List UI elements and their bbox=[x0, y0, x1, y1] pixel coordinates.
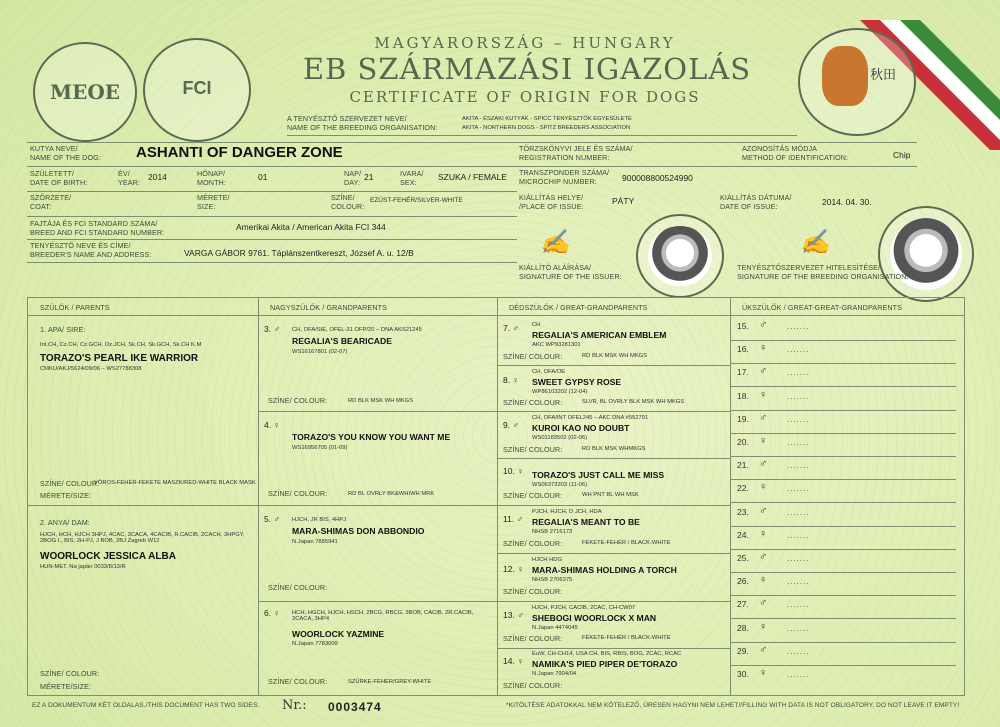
male-symbol-icon: ♂ bbox=[759, 458, 768, 471]
sides-note: EZ A DOKUMENTUM KÉT OLDALAS./THIS DOCUMENT HAS TWO SIDES. bbox=[32, 702, 260, 709]
ggp-number: 12. ♀ bbox=[503, 564, 524, 574]
birth-month: 01 bbox=[258, 172, 268, 182]
document-number: 0003474 bbox=[328, 700, 382, 714]
issue-place-label: KIÁLLÍTÁS HELYE/ /PLACE OF ISSUE: bbox=[519, 193, 584, 211]
gggp-number: 26. bbox=[737, 576, 749, 587]
fci-seal-text: FCI bbox=[182, 78, 212, 98]
issue-date-label: KIÁLLÍTÁS DÁTUMA/ DATE OF ISSUE: bbox=[720, 193, 792, 211]
akita-kanji: 秋田 bbox=[870, 68, 897, 83]
male-symbol-icon: ♂ bbox=[759, 504, 768, 517]
gp-colour-label: SZÍNE/ COLOUR: bbox=[268, 583, 328, 592]
gggp-placeholder: ....... bbox=[787, 484, 810, 494]
gggp-placeholder: ....... bbox=[787, 322, 810, 331]
dog-colour: EZÜST-FEHÉR/SILVER-WHITE bbox=[370, 197, 463, 204]
gp-number: 4. ♀ bbox=[264, 420, 280, 430]
gggp-number: 25. bbox=[737, 553, 749, 563]
gp-colour-label: SZÍNE/ COLOUR: bbox=[268, 677, 328, 686]
female-symbol-icon: ♀ bbox=[759, 667, 768, 679]
org-label: A TENYÉSZTŐ SZERVEZET NEVE/ NAME OF THE BREEDING ORGANISATION: bbox=[287, 114, 438, 132]
ggp-number: 14. ♀ bbox=[503, 656, 524, 666]
issuer-sig-label: KIÁLLÍTÓ ALÁÍRÁSA/ SIGNATURE OF THE ISSUER: bbox=[519, 263, 622, 281]
gggp-placeholder: ....... bbox=[787, 438, 810, 447]
gp-titles: HCH, HGCH, HJCH, HSCH, 2BCG, RBCG, 3BOB, CACIB, 2R.CACIB, 3CACA, 3HP4 bbox=[292, 610, 474, 622]
birth-year: 2014 bbox=[148, 172, 167, 182]
female-symbol-icon: ♀ bbox=[759, 527, 768, 540]
colour-label: SZÍNE/ COLOUR: bbox=[331, 193, 365, 211]
gggp-number: 23. bbox=[737, 506, 749, 517]
ggp-titles: CH bbox=[532, 322, 541, 328]
sire-colour: VÖROS-FEHÉR-FEKETE MASZK/RED-WHITE BLACK MASK bbox=[94, 480, 256, 486]
ggp-reg: AKC WP93281301 bbox=[532, 342, 581, 348]
gp-titles: CH, OFA/SIE, OFEL-31 OFP/20 – DNA AKS21245 bbox=[292, 327, 422, 333]
akita-dog-icon bbox=[822, 46, 868, 106]
gp-name: WOORLOCK YAZMINE bbox=[292, 629, 385, 639]
gp-reg: N.Japan 7885941 bbox=[292, 539, 338, 545]
gggp-row bbox=[737, 620, 961, 643]
ggp-reg: N.Japan 7904/04 bbox=[532, 671, 577, 677]
breeder-label: TENYÉSZTŐ NEVE ÉS CÍME/ BREEDER'S NAME AND ADDRESS: bbox=[30, 241, 152, 259]
document-title: EB SZÁRMAZÁSI IGAZOLÁS bbox=[302, 52, 752, 86]
gp-reg: N.Japan 7783009 bbox=[292, 641, 338, 647]
gggp-placeholder: ....... bbox=[787, 600, 810, 610]
gp-number: 3. ♂ bbox=[264, 324, 280, 334]
ggp-titles: EuW, CH-CH14, USA CH, BIS, RBIS, BOG, 2CAC, RCAC bbox=[532, 651, 682, 657]
document-subtitle: CERTIFICATE OF ORIGIN FOR DOGS bbox=[349, 88, 701, 106]
dam-label: 2. ANYA/ DAM: bbox=[40, 518, 90, 527]
gggp-placeholder: ....... bbox=[787, 577, 810, 587]
ggp-colour-label: SZÍNE/ COLOUR: bbox=[503, 587, 563, 596]
gggp-placeholder: ....... bbox=[787, 554, 810, 563]
gggp-number: 29. bbox=[737, 645, 749, 656]
gggp-row bbox=[737, 411, 961, 434]
dam-titles: HJCH, HCH, HJCH 3HPJ, 4CAC, 3CACA, 4CACIB, R.CACIB, 2CACH, 3HPGY, 2BOG I., BIS, 2H-PJ, J BOB, 2BJ Zagreb W12 bbox=[40, 532, 245, 544]
ggp-reg: WS06373203 (11-06) bbox=[532, 482, 587, 488]
ggp-number: 8. ♀ bbox=[503, 375, 519, 385]
male-symbol-icon: ♂ bbox=[759, 365, 768, 378]
ggp-reg: N.Japan 4474045 bbox=[532, 625, 578, 631]
ggp-titles: CH, OFA/OE bbox=[532, 369, 566, 375]
sire-label: 1. APA/ SIRE: bbox=[40, 325, 86, 334]
ggp-colour-label: SZÍNE/ COLOUR: bbox=[503, 491, 563, 500]
female-symbol-icon: ♀ bbox=[759, 388, 768, 401]
ggp-reg: NHSB 2716173 bbox=[532, 529, 573, 535]
gggp-row bbox=[737, 550, 961, 573]
col-parents: SZÜLŐK / PARENTS bbox=[40, 303, 110, 312]
gp-name: TORAZO'S YOU KNOW YOU WANT ME bbox=[292, 432, 451, 442]
ggp-titles: HJCH, PJCH, CACIB, 2CAC, CH-CW07 bbox=[532, 605, 636, 611]
size-label: MÉRETE/ SIZE: bbox=[197, 193, 230, 211]
gggp-placeholder: ....... bbox=[787, 461, 810, 471]
gp-name: MARA-SHIMAS DON ABBONDIO bbox=[292, 526, 425, 536]
gggp-number: 19. bbox=[737, 413, 749, 424]
gggp-number: 27. bbox=[737, 599, 749, 610]
gp-colour: RD BL OVRLY BK&WHIWH MRK bbox=[348, 491, 435, 497]
ggp-colour-label: SZÍNE/ COLOUR: bbox=[503, 352, 563, 361]
gggp-row bbox=[737, 318, 961, 341]
gggp-number: 17. bbox=[737, 367, 749, 378]
gggp-row bbox=[737, 504, 961, 527]
col-great-grandparents: DÉDSZÜLŐK / GREAT-GRANDPARENTS bbox=[509, 303, 648, 312]
ggp-number: 10. ♀ bbox=[503, 466, 524, 476]
ggp-colour-label: SZÍNE/ COLOUR: bbox=[503, 634, 563, 643]
ggp-name: REGALIA'S AMERICAN EMBLEM bbox=[532, 330, 667, 340]
coat-label: SZŐRZETE/ COAT: bbox=[30, 193, 72, 211]
ggp-titles: PJCH, HJCH, D JCH, HDA bbox=[532, 509, 602, 515]
day-label: NAP/ DAY: bbox=[344, 169, 362, 187]
gp-reg: WS16956705 (01-09) bbox=[292, 445, 348, 451]
gggp-number: 22. bbox=[737, 483, 749, 494]
sire-reg: CMKU/AKJ/5624/09/06 – WS27788308 bbox=[40, 366, 142, 372]
gggp-placeholder: ....... bbox=[787, 414, 810, 424]
gggp-row bbox=[737, 364, 961, 387]
id-method-label: AZONOSÍTÁS MÓDJA METHOD OF IDENTIFICATION: bbox=[742, 144, 849, 162]
nr-label: Nr.: bbox=[282, 698, 307, 713]
gggp-row bbox=[737, 434, 961, 457]
gggp-row bbox=[737, 643, 961, 666]
gggp-number: 21. bbox=[737, 460, 749, 471]
male-symbol-icon: ♂ bbox=[759, 319, 768, 331]
gggp-row bbox=[737, 388, 961, 411]
gggp-row bbox=[737, 666, 961, 689]
ggp-number: 7. ♂ bbox=[503, 323, 519, 333]
male-symbol-icon: ♂ bbox=[759, 411, 768, 424]
reg-number-label: TÖRZSKÖNYVI JELE ÉS SZÁMA/ REGISTRATION NUMBER: bbox=[519, 144, 633, 162]
month-label: HÓNAP/ MONTH: bbox=[197, 169, 226, 187]
female-symbol-icon: ♀ bbox=[759, 481, 768, 494]
col-grandparents: NAGYSZÜLŐK / GRANDPARENTS bbox=[270, 303, 388, 312]
female-symbol-icon: ♀ bbox=[759, 342, 768, 355]
male-symbol-icon: ♂ bbox=[759, 597, 768, 610]
gp-colour: RD BLK MSK WH MKGS bbox=[348, 398, 414, 404]
sex: SZUKA / FEMALE bbox=[438, 172, 507, 182]
org-sig-label: TENYÉSZTŐSZERVEZET HITELESÍTÉSE/ SIGNATURE OF THE BREEDING ORGANISATION: bbox=[737, 263, 909, 281]
ggp-reg: WP86103202 (12-04) bbox=[532, 389, 588, 395]
gp-colour-label: SZÍNE/ COLOUR: bbox=[268, 489, 328, 498]
org-name-en: AKITA - NORTHERN DOGS - SPITZ BREEDERS ASSOCIATION bbox=[462, 125, 631, 131]
gggp-number: 30. bbox=[737, 669, 749, 679]
ggp-number: 11. ♂ bbox=[503, 514, 523, 524]
ggp-name: MARA-SHIMAS HOLDING A TORCH bbox=[532, 565, 677, 575]
ggp-titles: CH, OFA/INT OFEL245 – AKC DNA #552701 bbox=[532, 415, 649, 421]
year-label: ÉV/ YEAR: bbox=[118, 169, 141, 187]
ggp-colour-label: SZÍNE/ COLOUR: bbox=[503, 445, 563, 454]
dob-label: SZÜLETETT/ DATE OF BIRTH: bbox=[30, 169, 88, 187]
ggp-colour: FEKETE-FEHÉR / BLACK-WHITE bbox=[582, 635, 671, 641]
issue-date: 2014. 04. 30. bbox=[822, 197, 872, 207]
chip-number: 900008800524990 bbox=[622, 173, 693, 183]
dog-name: ASHANTI OF DANGER ZONE bbox=[136, 144, 343, 161]
ggp-number: 9. ♂ bbox=[503, 420, 519, 430]
dam-name: WOORLOCK JESSICA ALBA bbox=[40, 551, 176, 562]
gggp-number: 28. bbox=[737, 622, 749, 633]
ggp-name: KUROI KAO NO DOUBT bbox=[532, 423, 630, 433]
sire-name: TORAZO'S PEARL IKE WARRIOR bbox=[40, 353, 199, 364]
female-symbol-icon: ♀ bbox=[759, 435, 768, 447]
gggp-row bbox=[737, 573, 961, 596]
gggp-row bbox=[737, 341, 961, 364]
gggp-row bbox=[737, 527, 961, 550]
ggp-colour: RD BLK MSK WHMKGS bbox=[582, 446, 646, 452]
chip-label: TRANSZPONDER SZÁMA/ MICROCHIP NUMBER: bbox=[519, 168, 610, 186]
ggp-reg: WS01183502 (02-06) bbox=[532, 435, 587, 441]
ggp-colour: RD BLK MSK WH MKGS bbox=[582, 353, 648, 359]
meoe-seal-text: MEOE bbox=[49, 80, 121, 104]
sire-titles: Int.CH, Cz.CH, Cz.GCH, Oz.JCH, Sk.CH, Sk.GCH, Sk.CH K.M bbox=[40, 342, 202, 348]
gggp-row bbox=[737, 457, 961, 480]
fci-seal bbox=[143, 38, 251, 142]
gggp-placeholder: ....... bbox=[787, 507, 810, 517]
ggp-colour: SLVR, BL OVRLY BLK MSK WH MKGS bbox=[582, 399, 685, 405]
gp-number: 6. ♀ bbox=[264, 608, 280, 618]
birth-day: 21 bbox=[364, 172, 374, 182]
male-symbol-icon: ♂ bbox=[759, 643, 768, 656]
ggp-name: TORAZO'S JUST CALL ME MISS bbox=[532, 470, 665, 480]
gggp-number: 15. bbox=[737, 321, 749, 331]
org-stamp bbox=[878, 206, 974, 302]
ggp-reg: NHSB 2706375 bbox=[532, 577, 573, 583]
breed-label: FAJTÁJA ÉS FCI STANDARD SZÁMA/ BREED AND FCI STANDARD NUMBER: bbox=[30, 219, 165, 237]
org-signature: ✍ bbox=[800, 228, 830, 256]
gp-colour: SZÜRKE-FEHÉR/GREY-WHITE bbox=[348, 679, 432, 685]
country-title: MAGYARORSZÁG – HUNGARY bbox=[374, 34, 676, 52]
gggp-number: 18. bbox=[737, 390, 749, 401]
gggp-placeholder: ....... bbox=[787, 391, 810, 401]
female-symbol-icon: ♀ bbox=[759, 620, 768, 633]
ggp-number: 13. ♂ bbox=[503, 610, 524, 620]
gggp-placeholder: ....... bbox=[787, 345, 810, 355]
gp-titles: HJCH, JR BIS, 4HPJ bbox=[292, 517, 347, 523]
dog-name-label: KUTYA NEVE/ NAME OF THE DOG: bbox=[30, 144, 101, 162]
female-symbol-icon: ♀ bbox=[759, 574, 768, 587]
gggp-row bbox=[737, 596, 961, 619]
gggp-number: 20. bbox=[737, 437, 749, 447]
gggp-placeholder: ....... bbox=[787, 670, 810, 679]
sire-colour-label: SZÍNE/ COLOUR: bbox=[40, 479, 100, 488]
dam-reg: HUN-MET. Na japán 0033/8/13/R bbox=[40, 564, 126, 570]
sire-size-label: MÉRETE/SIZE: bbox=[40, 491, 92, 500]
ggp-colour: WH PNT BL WH MSK bbox=[582, 492, 639, 498]
gggp-row bbox=[737, 480, 961, 503]
ggp-titles: HJCH HDG bbox=[532, 557, 562, 563]
issuer-stamp bbox=[636, 214, 724, 298]
dam-colour-label: SZÍNE/ COLOUR: bbox=[40, 669, 100, 678]
gp-number: 5. ♂ bbox=[264, 514, 280, 524]
ggp-colour-label: SZÍNE/ COLOUR: bbox=[503, 398, 563, 407]
dam-size-label: MÉRETE/SIZE: bbox=[40, 682, 92, 691]
col-great-great-grandparents: ÜKSZÜLŐK / GREAT-GREAT-GRANDPARENTS bbox=[742, 303, 903, 312]
gp-reg: WS16167801 (02-07) bbox=[292, 349, 348, 355]
ggp-colour: FEKETE-FEHÉR / BLACK-WHITE bbox=[582, 540, 671, 546]
ggp-name: NAMIKA'S PIED PIPER DE'TORAZO bbox=[532, 659, 678, 669]
ggp-name: SHEBOGI WOORLOCK X MAN bbox=[532, 613, 657, 623]
org-name-hu: AKITA - ÉSZAKI KUTYÁK - SPICC TENYÉSZTŐK EGYESÜLETE bbox=[462, 116, 632, 122]
ggp-colour-label: SZÍNE/ COLOUR: bbox=[503, 539, 563, 548]
gggp-placeholder: ....... bbox=[787, 368, 810, 378]
sex-label: IVARA/ SEX: bbox=[400, 169, 424, 187]
fill-note: *KITÖLTÉSE ADATOKKAL NEM KÖTELEZŐ, ÜRESEN HAGYNI NEM LEHET!/FILLING WITH DATA IS NOT OBLIGATORY, DO NOT LEAVE IT EMPTY! bbox=[506, 702, 960, 709]
breed: Amerikai Akita / American Akita FCI 344 bbox=[236, 222, 386, 232]
gp-name: REGALIA'S BEARICADE bbox=[292, 336, 392, 346]
breeder: VARGA GÁBOR 9761. Táplánszentkereszt, József A. u. 12/B bbox=[184, 248, 414, 258]
male-symbol-icon: ♂ bbox=[759, 551, 768, 563]
ggp-name: SWEET GYPSY ROSE bbox=[532, 377, 622, 387]
gggp-placeholder: ....... bbox=[787, 623, 810, 633]
issue-place: PÁTY bbox=[612, 196, 635, 206]
gggp-placeholder: ....... bbox=[787, 530, 810, 540]
gggp-number: 24. bbox=[737, 529, 749, 540]
club-seal bbox=[798, 28, 916, 136]
gggp-number: 16. bbox=[737, 344, 749, 355]
id-method: Chip bbox=[893, 150, 911, 160]
gggp-placeholder: ....... bbox=[787, 646, 810, 656]
issuer-signature: ✍ bbox=[540, 228, 570, 256]
meoe-seal bbox=[33, 42, 137, 142]
ggp-colour-label: SZÍNE/ COLOUR: bbox=[503, 681, 563, 690]
gp-colour-label: SZÍNE/ COLOUR: bbox=[268, 396, 328, 405]
ggp-name: REGALIA'S MEANT TO BE bbox=[532, 517, 640, 527]
